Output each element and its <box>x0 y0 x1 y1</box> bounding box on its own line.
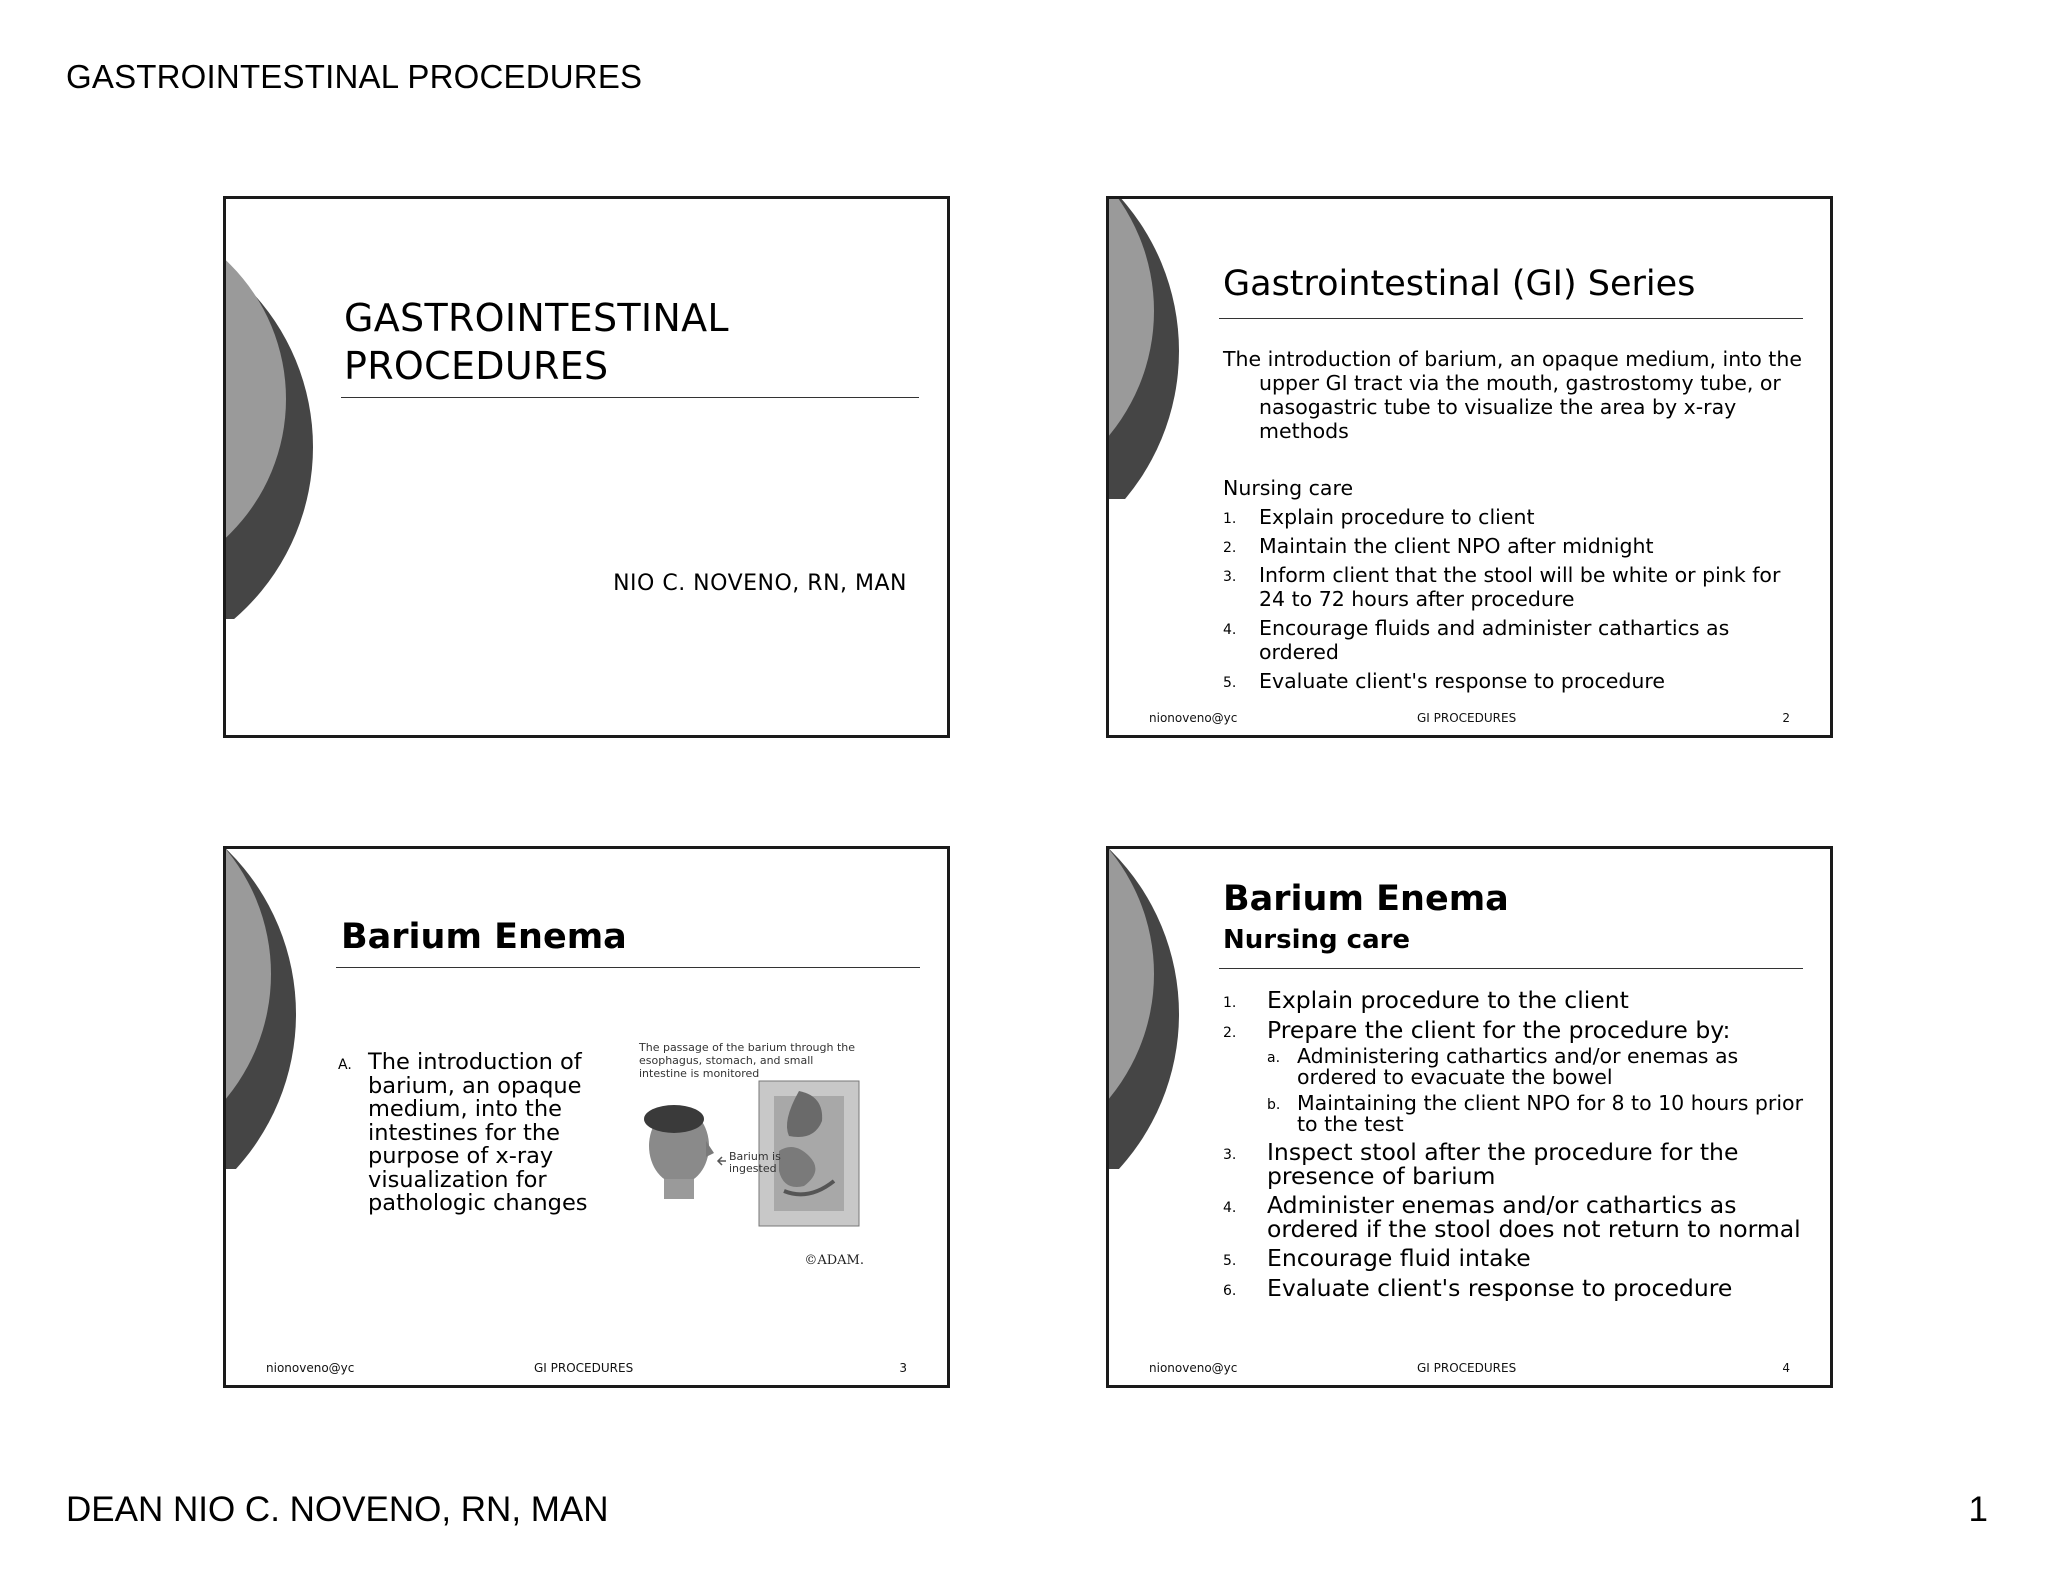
list-item <box>1223 1244 1803 1272</box>
slide-number: 3 <box>899 1361 907 1375</box>
list-item <box>338 1051 608 1216</box>
slide-decoration <box>226 199 346 619</box>
footer-email: nionoveno@yc <box>1149 1361 1238 1375</box>
slide-title <box>344 294 729 390</box>
item-number: 4. <box>1223 1200 1237 1216</box>
item-text: Explain procedure to client <box>1259 505 1535 529</box>
slide-decoration <box>1109 199 1189 499</box>
sub-item-letter: a. <box>1267 1050 1281 1066</box>
sub-list-item <box>1267 1046 1803 1088</box>
list-item <box>1223 1138 1803 1190</box>
slide-footer <box>226 1361 947 1377</box>
slide-decoration <box>226 849 346 1169</box>
item-text: Maintain the client NPO after midnight <box>1259 534 1654 558</box>
nursing-care-list <box>1223 986 1803 1306</box>
illustration-label <box>729 1151 781 1175</box>
slide-footer <box>1109 711 1830 727</box>
item-text: Prepare the client for the procedure by: <box>1267 1015 1731 1044</box>
slide-title: Gastrointestinal (GI) Series <box>1223 264 1696 304</box>
footer-title: GI PROCEDURES <box>534 1361 634 1375</box>
item-number: 1. <box>1223 511 1237 527</box>
title-rule <box>1219 318 1803 319</box>
barium-illustration <box>634 1041 894 1281</box>
sub-list-item <box>1267 1093 1803 1135</box>
illustration-caption: The passage of the barium through the esophagus, stomach, and small intestine is monitored <box>639 1041 856 1080</box>
slide-number: 4 <box>1782 1361 1790 1375</box>
item-text: Evaluate client's response to procedure <box>1267 1273 1733 1302</box>
footer-title: GI PROCEDURES <box>1417 711 1517 725</box>
item-number: 6. <box>1223 1282 1237 1299</box>
slide-decoration <box>1109 849 1189 1169</box>
nursing-care-label: Nursing care <box>1223 476 1354 500</box>
slide-1 <box>223 196 950 738</box>
list-item <box>1223 669 1803 693</box>
sub-list <box>1267 1046 1803 1135</box>
title-rule <box>336 967 920 968</box>
title-line-1: GASTROINTESTINAL <box>344 296 729 340</box>
intro-text <box>1223 347 1803 443</box>
intro-paragraph: The introduction of barium, an opaque medium, into the upper GI tract via the mouth, gastrostomy tube, or nasogastric tube to visualize the area by x-ray methods <box>1223 347 1802 443</box>
slide-title: Barium Enema <box>1223 879 1509 919</box>
sub-item-text: Maintaining the client NPO for 8 to 10 hours prior to the test <box>1297 1091 1803 1136</box>
page-footer-author: DEAN NIO C. NOVENO, RN, MAN <box>66 1490 609 1529</box>
list-item <box>1223 1273 1803 1302</box>
footer-email: nionoveno@yc <box>266 1361 355 1375</box>
item-text: Explain procedure to the client <box>1267 986 1629 1014</box>
list-item <box>1223 534 1803 558</box>
author: NIO C. NOVENO, RN, MAN <box>613 571 907 596</box>
item-marker: A. <box>338 1057 352 1073</box>
item-text: Evaluate client's response to procedure <box>1259 669 1665 693</box>
list-item <box>1223 505 1803 529</box>
list-item <box>1223 563 1803 611</box>
slide-number: 2 <box>1782 711 1790 725</box>
footer-title: GI PROCEDURES <box>1417 1361 1517 1375</box>
page-header: GASTROINTESTINAL PROCEDURES <box>66 58 643 95</box>
slide-subtitle: Nursing care <box>1223 925 1411 955</box>
item-number: 1. <box>1223 995 1237 1011</box>
list-item <box>1223 1191 1803 1243</box>
slide-3 <box>223 846 950 1388</box>
slide-2 <box>1106 196 1833 738</box>
item-number: 2. <box>1223 1024 1237 1041</box>
item-number: 2. <box>1223 540 1237 556</box>
adam-logo: ©ADAM. <box>804 1253 864 1268</box>
list-item <box>1223 1015 1803 1136</box>
title-rule <box>1219 968 1803 969</box>
title-line-2: PROCEDURES <box>344 344 609 388</box>
sub-item-letter: b. <box>1267 1097 1281 1113</box>
item-number: 5. <box>1223 1253 1237 1269</box>
slide-footer <box>1109 1361 1830 1377</box>
item-text: Encourage fluids and administer cathartics as ordered <box>1259 616 1730 664</box>
list-item <box>1223 986 1803 1014</box>
item-text: Inspect stool after the procedure for the presence of barium <box>1267 1138 1739 1190</box>
item-number: 4. <box>1223 622 1237 638</box>
nursing-care-list <box>1223 505 1803 698</box>
slide-title: Barium Enema <box>341 917 627 957</box>
page-number: 1 <box>1968 1490 1988 1529</box>
item-text: Administer enemas and/or cathartics as ordered if the stool does not return to normal <box>1267 1191 1801 1243</box>
title-rule <box>341 397 919 398</box>
label-line: Barium is <box>729 1150 781 1163</box>
item-text: Encourage fluid intake <box>1267 1244 1531 1272</box>
label-line: ingested <box>729 1162 777 1175</box>
list-item <box>1223 616 1803 664</box>
item-number: 3. <box>1223 569 1237 585</box>
footer-email: nionoveno@yc <box>1149 711 1238 725</box>
sub-item-text: Administering cathartics and/or enemas as ordered to evacuate the bowel <box>1297 1044 1739 1089</box>
slide-4 <box>1106 846 1833 1388</box>
item-text: The introduction of barium, an opaque medium, into the intestines for the purpose of x-ray visualization for pathologic changes <box>368 1049 588 1216</box>
item-number: 3. <box>1223 1147 1237 1163</box>
item-number: 5. <box>1223 675 1237 691</box>
item-text: Inform client that the stool will be white or pink for 24 to 72 hours after procedure <box>1259 563 1781 611</box>
